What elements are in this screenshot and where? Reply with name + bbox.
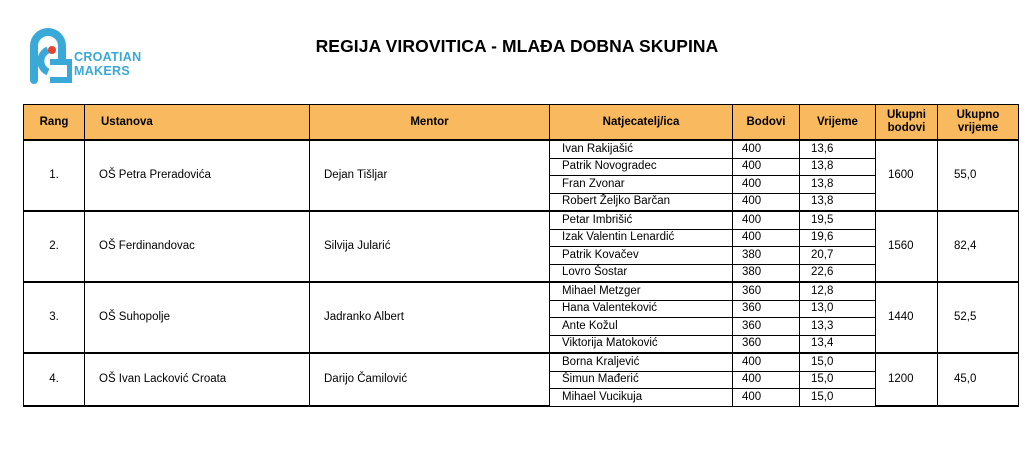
natjecatelj-cell: Robert Željko Barčan [550, 193, 733, 211]
natjecatelj-cell: Mihael Metzger [550, 282, 733, 300]
header-ustanova: Ustanova [85, 105, 310, 141]
natjecatelj-cell: Lovro Šostar [550, 264, 733, 282]
vrijeme-cell: 22,6 [800, 264, 876, 282]
ukupni-bodovi-cell: 1200 [876, 353, 938, 406]
table-row [24, 140, 1019, 158]
vrijeme-cell: 13,8 [800, 158, 876, 176]
natjecatelj-cell: Ivan Rakijašić [550, 140, 733, 158]
vrijeme-cell: 13,8 [800, 176, 876, 194]
bodovi-cell: 360 [733, 282, 800, 300]
bodovi-cell: 400 [733, 353, 800, 371]
mentor-cell: Dejan Tišljar [310, 140, 550, 211]
results-body [24, 140, 1019, 406]
table-header-row [24, 105, 1019, 141]
header-rang: Rang [24, 105, 85, 141]
natjecatelj-cell: Fran Zvonar [550, 176, 733, 194]
bodovi-cell: 360 [733, 318, 800, 336]
ukupni-bodovi-cell: 1600 [876, 140, 938, 211]
bodovi-cell: 400 [733, 389, 800, 407]
vrijeme-cell: 19,6 [800, 229, 876, 247]
bodovi-cell: 400 [733, 158, 800, 176]
bodovi-cell: 400 [733, 371, 800, 389]
vrijeme-cell: 13,4 [800, 335, 876, 353]
page-title: REGIJA VIROVITICA - MLAĐA DOBNA SKUPINA [315, 36, 719, 56]
vrijeme-cell: 13,0 [800, 300, 876, 318]
header-ukupno-vrijeme-line1: Ukupno [956, 109, 1000, 121]
bodovi-cell: 400 [733, 211, 800, 229]
header-ukupni-bodovi [876, 105, 938, 141]
results-table [23, 104, 1019, 407]
natjecatelj-cell: Patrik Kovačev [550, 247, 733, 265]
natjecatelj-cell: Hana Valenteković [550, 300, 733, 318]
vrijeme-cell: 15,0 [800, 389, 876, 407]
ukupno-vrijeme-cell: 55,0 [938, 140, 1019, 211]
vrijeme-cell: 13,3 [800, 318, 876, 336]
vrijeme-cell: 15,0 [800, 353, 876, 371]
natjecatelj-cell: Izak Valentin Lenardić [550, 229, 733, 247]
ukupni-bodovi-cell: 1440 [876, 282, 938, 353]
rang-cell: 4. [24, 353, 85, 406]
header-ukupno-vrijeme [938, 105, 1019, 141]
ukupno-vrijeme-cell: 52,5 [938, 282, 1019, 353]
ukupno-vrijeme-cell: 45,0 [938, 353, 1019, 406]
table-row [24, 282, 1019, 300]
natjecatelj-cell: Mihael Vucikuja [550, 389, 733, 407]
rang-cell: 1. [24, 140, 85, 211]
vrijeme-cell: 13,6 [800, 140, 876, 158]
mentor-cell: Jadranko Albert [310, 282, 550, 353]
bodovi-cell: 400 [733, 176, 800, 194]
bodovi-cell: 360 [733, 300, 800, 318]
vrijeme-cell: 13,8 [800, 193, 876, 211]
logo-line-2: MAKERS [74, 64, 130, 78]
natjecatelj-cell: Petar Imbrišić [550, 211, 733, 229]
ustanova-cell: OŠ Ivan Lacković Croata [85, 353, 310, 406]
ustanova-cell: OŠ Ferdinandovac [85, 211, 310, 282]
vrijeme-cell: 20,7 [800, 247, 876, 265]
header-vrijeme: Vrijeme [800, 105, 876, 141]
rang-cell: 3. [24, 282, 85, 353]
vrijeme-cell: 15,0 [800, 371, 876, 389]
logo-line-1: CROATIAN [74, 50, 142, 64]
bodovi-cell: 380 [733, 247, 800, 265]
header-ukupni-bodovi-line2: bodovi [887, 122, 926, 134]
ustanova-cell: OŠ Suhopolje [85, 282, 310, 353]
header-bodovi: Bodovi [733, 105, 800, 141]
ukupno-vrijeme-cell: 82,4 [938, 211, 1019, 282]
mentor-cell: Darijo Čamilović [310, 353, 550, 406]
rang-cell: 2. [24, 211, 85, 282]
header-ukupni-bodovi-line1: Ukupni [887, 109, 926, 121]
bodovi-cell: 400 [733, 140, 800, 158]
header-ukupno-vrijeme-line2: vrijeme [957, 122, 999, 134]
ustanova-cell: OŠ Petra Preradovića [85, 140, 310, 211]
natjecatelj-cell: Šimun Mađerić [550, 371, 733, 389]
natjecatelj-cell: Ante Kožul [550, 318, 733, 336]
natjecatelj-cell: Viktorija Matoković [550, 335, 733, 353]
vrijeme-cell: 19,5 [800, 211, 876, 229]
vrijeme-cell: 12,8 [800, 282, 876, 300]
table-row [24, 353, 1019, 371]
bodovi-cell: 400 [733, 193, 800, 211]
mentor-cell: Silvija Jularić [310, 211, 550, 282]
ukupni-bodovi-cell: 1560 [876, 211, 938, 282]
header-mentor: Mentor [310, 105, 550, 141]
bodovi-cell: 360 [733, 335, 800, 353]
bodovi-cell: 380 [733, 264, 800, 282]
natjecatelj-cell: Patrik Novogradec [550, 158, 733, 176]
bodovi-cell: 400 [733, 229, 800, 247]
natjecatelj-cell: Borna Kraljević [550, 353, 733, 371]
table-row [24, 211, 1019, 229]
header-natjecatelj: Natjecatelj/ica [550, 105, 733, 141]
